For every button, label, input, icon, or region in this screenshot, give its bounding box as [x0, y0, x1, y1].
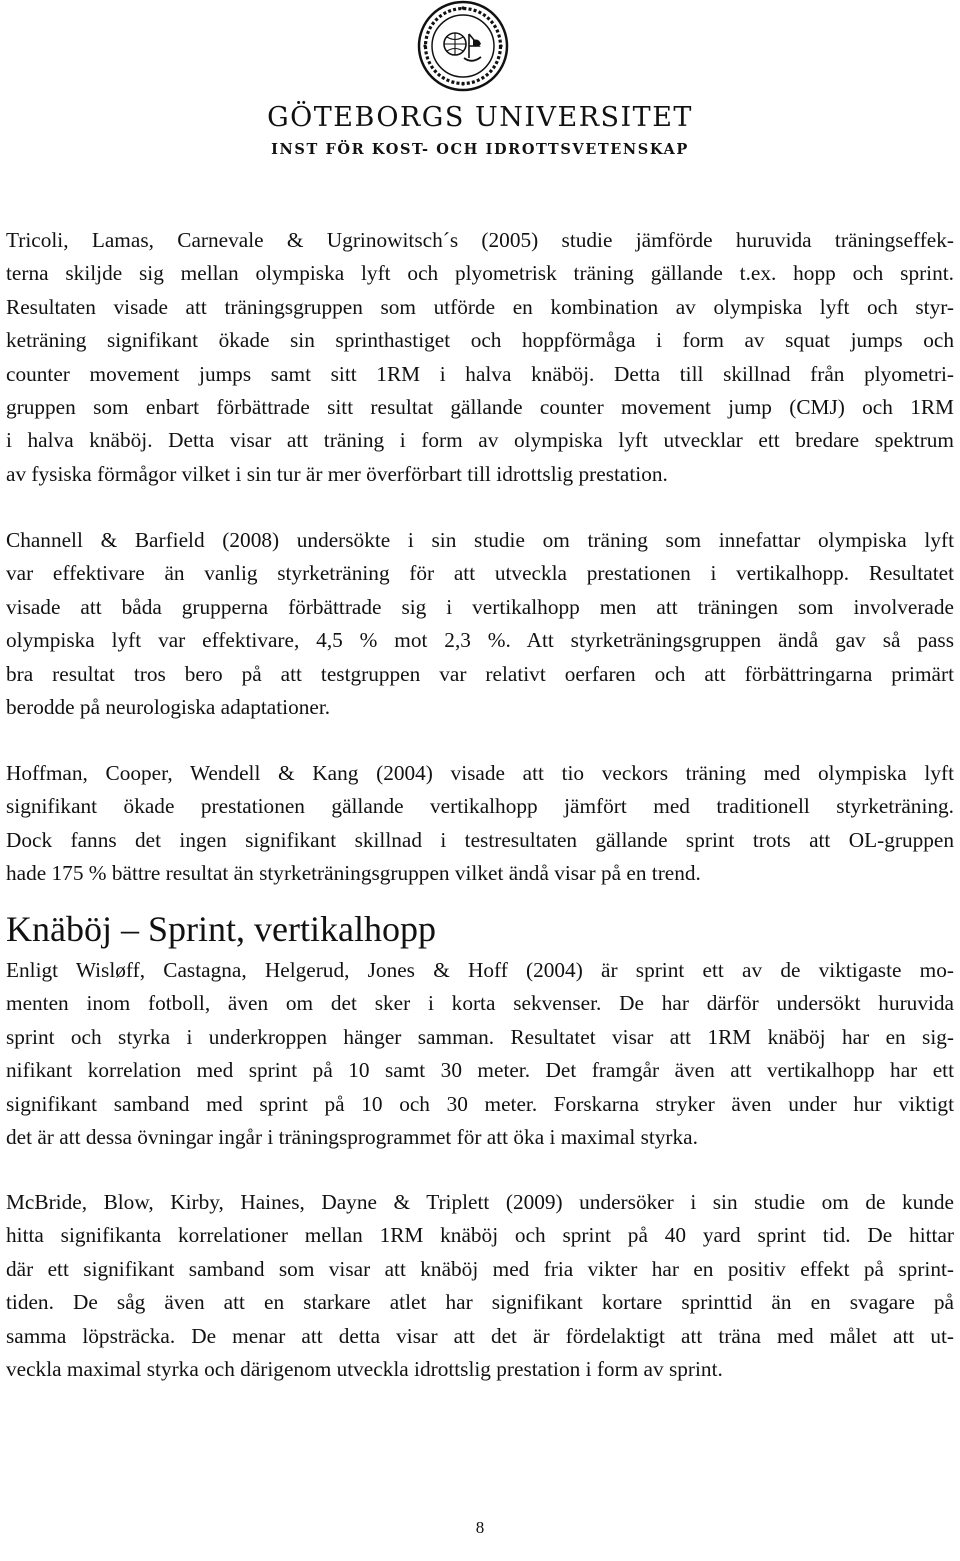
text-line: terna skiljde sig mellan olympiska lyft och plyometrisk träning gällande t.ex. hopp och sprint.: [6, 261, 954, 286]
text-line: tiden. De såg även att en starkare atlet har signifikant kortare sprinttid än en svagare på: [6, 1290, 954, 1315]
text-line: counter movement jumps samt sitt 1RM i halva knäböj. Detta till skillnad från plyometri-: [6, 361, 954, 386]
text-line: hitta signifikanta korrelationer mellan 1RM knäböj och sprint på 40 yard sprint tid. De hittar: [6, 1223, 954, 1248]
text-line: Resultaten visade att träningsgruppen som utförde en kombination av olympiska lyft och styr-: [6, 294, 954, 319]
text-line: veckla maximal styrka och därigenom utveckla idrottslig prestation i form av sprint.: [6, 1357, 723, 1382]
text-line: signifikant samband med sprint på 10 och 30 meter. Forskarna stryker även under hur viktigt: [6, 1091, 954, 1116]
text-line: berodde på neurologiska adaptationer.: [6, 695, 331, 720]
text-line: olympiska lyft var effektivare, 4,5 % mot 2,3 %. Att styrketräningsgruppen ändå gav så pass: [6, 628, 954, 653]
text-line: Dock fanns det ingen signifikant skillnad i testresultaten gällande sprint trots att OL-gruppen: [6, 827, 954, 852]
text-line: hade 175 % bättre resultat än styrketräningsgruppen vilket ändå visar på en trend.: [6, 861, 701, 886]
text-line: där ett signifikant samband som visar att knäböj med fria vikter har en positiv effekt på sprint-: [6, 1256, 954, 1281]
text-line: nifikant korrelation med sprint på 10 samt 30 meter. Det framgår även att vertikalhopp har ett: [6, 1058, 954, 1083]
paragraph-tricoli: [6, 224, 954, 491]
text-line: bra resultat tros bero på att testgruppen var relativt oerfaren och att förbättringarna primärt: [6, 661, 954, 686]
page-number: 8: [475, 1518, 485, 1537]
text-line: keträning signifikant ökade sin sprinthastiget och hoppförmåga i form av squat jumps och: [6, 328, 954, 353]
university-seal-logo: [417, 0, 509, 92]
text-line: Tricoli, Lamas, Carnevale & Ugrinowitsch´s (2005) studie jämförde huruvida träningseffek-: [6, 228, 954, 252]
paragraph-hoffman: [6, 757, 954, 891]
text-line: samma löpsträcka. De menar att detta visar att det är fördelaktigt att träna med målet att ut-: [6, 1323, 954, 1348]
text-line: Enligt Wisløff, Castagna, Helgerud, Jones & Hoff (2004) är sprint ett av de viktigaste mo-: [6, 958, 954, 982]
text-line: gruppen som enbart förbättrade sitt resultat gällande counter movement jump (CMJ) och 1RM: [6, 395, 954, 420]
text-line: var effektivare än vanlig styrketräning för att utveckla prestationen i vertikalhopp. Resultatet: [6, 561, 954, 586]
text-line: McBride, Blow, Kirby, Haines, Dayne & Triplett (2009) undersöker i sin studie om de kunde: [6, 1190, 954, 1214]
text-line: i halva knäböj. Detta visar att träning i form av olympiska lyft utvecklar ett bredare spektrum: [6, 428, 954, 453]
department-name: INST FÖR KOST- OCH IDROTTSVETENSKAP: [271, 141, 689, 158]
paragraph-channell: [6, 524, 954, 724]
text-line: det är att dessa övningar ingår i träningsprogrammet för att öka i maximal styrka.: [6, 1125, 698, 1150]
text-line: signifikant ökade prestationen gällande vertikalhopp jämfört med traditionell styrketräning.: [6, 794, 954, 819]
section-heading: Knäböj – Sprint, vertikalhopp: [6, 909, 436, 949]
paragraph-wisloff: [6, 954, 954, 1154]
text-line: Channell & Barfield (2008) undersökte i sin studie om träning som innefattar olympiska lyft: [6, 528, 954, 552]
text-line: visade att båda grupperna förbättrade sig i vertikalhopp men att träningen som involverade: [6, 594, 954, 619]
university-name: GÖTEBORGS UNIVERSITET: [267, 102, 693, 133]
text-line: sprint och styrka i underkroppen hänger samman. Resultatet visar att 1RM knäböj har en sig-: [6, 1024, 954, 1049]
text-line: menten inom fotboll, även om det sker i korta sekvenser. De har därför undersökt huruvida: [6, 991, 954, 1016]
paragraph-mcbride: [6, 1186, 954, 1386]
text-line: av fysiska förmågor vilket i sin tur är mer överförbart till idrottslig prestation.: [6, 461, 668, 486]
text-line: Hoffman, Cooper, Wendell & Kang (2004) visade att tio veckors träning med olympiska lyft: [6, 761, 954, 785]
